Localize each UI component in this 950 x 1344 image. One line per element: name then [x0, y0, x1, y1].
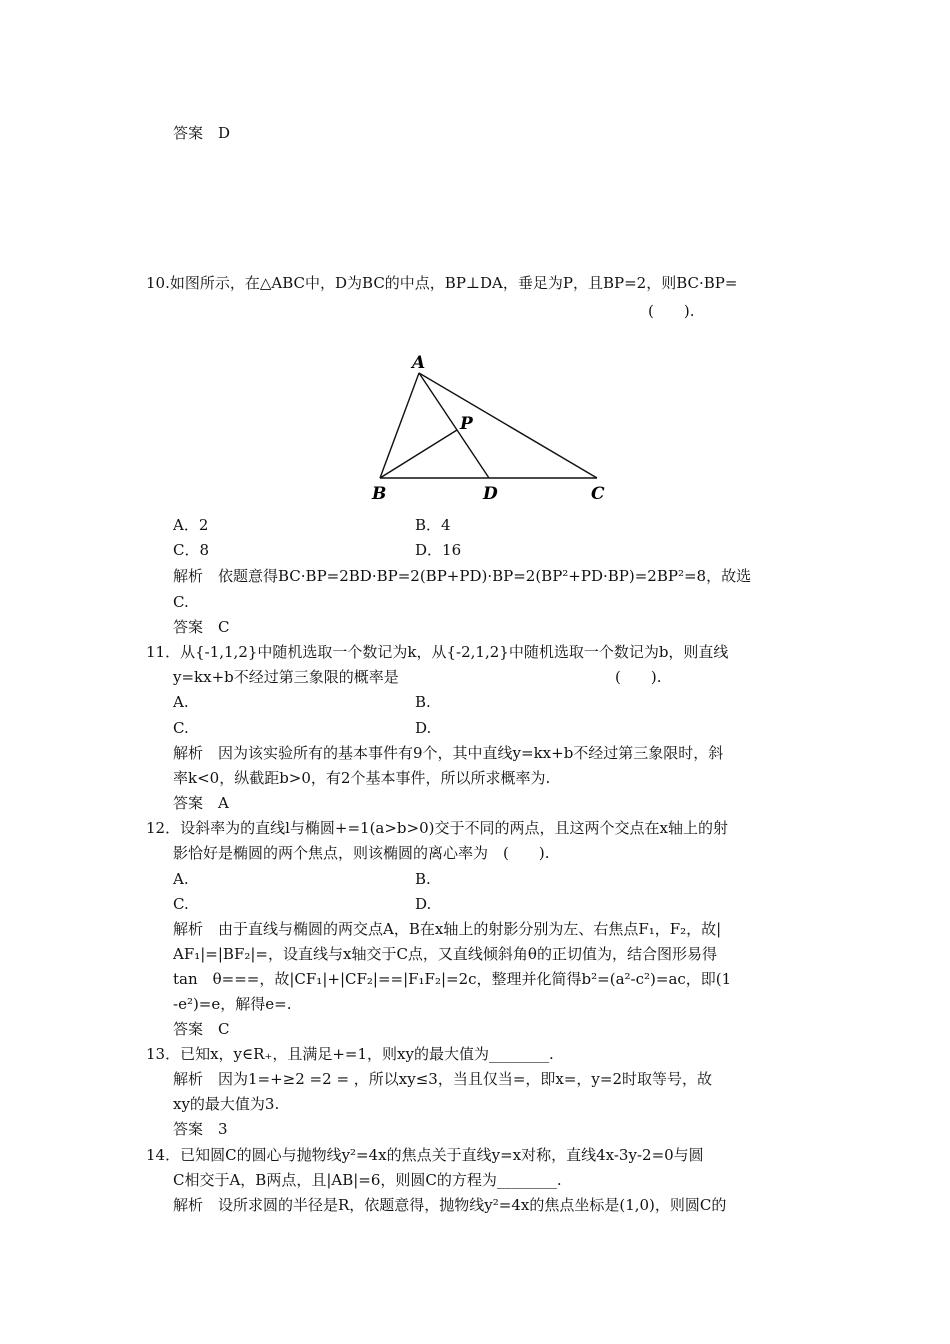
label-p: P: [460, 414, 473, 434]
question-12-line2: 影恰好是椭圆的两个焦点，则该椭圆的离心率为 ( ).: [173, 844, 550, 862]
q11-option-a: A.: [173, 693, 189, 711]
answer-9: 答案 D: [173, 124, 231, 142]
q13-solution-2: xy的最大值为3.: [173, 1095, 280, 1113]
q10-option-a: A．2: [173, 516, 209, 534]
segment-ab: [380, 373, 419, 478]
question-13-line1: 13．已知x，y∈R₊，且满足+=1，则xy的最大值为________.: [146, 1045, 554, 1063]
q12-solution-3: tan θ===，故|CF₁|+|CF₂|==|F₁F₂|=2c，整理并化简得b²=(a²-c²)=ac，即(1: [173, 970, 732, 988]
label-d: D: [483, 484, 498, 504]
question-10-bracket: ( ).: [648, 302, 695, 320]
label-a: A: [412, 353, 426, 373]
answer-12: 答案 C: [173, 1020, 230, 1038]
question-10-line1: 10.如图所示，在△ABC中，D为BC的中点，BP⊥DA，垂足为P，且BP=2，则BC·BP=: [146, 274, 738, 292]
q11-solution-1: 解析 因为该实验所有的基本事件有9个，其中直线y=kx+b不经过第三象限时，斜: [173, 744, 724, 762]
answer-13: 答案 3: [173, 1120, 228, 1138]
q10-option-b: B．4: [415, 516, 451, 534]
answer-10: 答案 C: [173, 618, 230, 636]
answer-11: 答案 A: [173, 794, 229, 812]
question-12-line1: 12．设斜率为的直线l与椭圆+=1(a>b>0)交于不同的两点，且这两个交点在x轴上的射: [146, 819, 728, 837]
q10-option-c: C．8: [173, 541, 210, 559]
question-11-line1: 11．从{-1,1,2}中随机选取一个数记为k，从{-2,1,2}中随机选取一个数记为b，则直线: [146, 643, 729, 661]
question-11-line2: y=kx+b不经过第三象限的概率是: [173, 668, 399, 686]
segment-bp: [380, 430, 457, 478]
q10-solution-2: C.: [173, 593, 189, 611]
q11-option-d: D.: [415, 719, 432, 737]
q12-option-a: A.: [173, 870, 189, 888]
q12-option-b: B.: [415, 870, 431, 888]
q11-option-c: C.: [173, 719, 189, 737]
label-b: B: [372, 484, 387, 504]
q11-option-b: B.: [415, 693, 431, 711]
q12-option-c: C.: [173, 895, 189, 913]
question-14-line1: 14．已知圆C的圆心与抛物线y²=4x的焦点关于直线y=x对称，直线4x-3y-2=0与圆: [146, 1146, 704, 1164]
question-11-bracket: ( ).: [615, 668, 662, 686]
triangle-figure: [360, 350, 630, 510]
segment-ac: [419, 373, 597, 478]
q13-solution-1: 解析 因为1=+≥2 =2 = ，所以xy≤3，当且仅当=，即x=，y=2时取等号，故: [173, 1070, 713, 1088]
q14-solution-1: 解析 设所求圆的半径是R，依题意得，抛物线y²=4x的焦点坐标是(1,0)，则圆C的: [173, 1196, 727, 1214]
q12-solution-2: AF₁|=|BF₂|=，设直线与x轴交于C点，又直线倾斜角θ的正切值为，结合图形易得: [173, 945, 717, 963]
q10-solution-1: 解析 依题意得BC·BP=2BD·BP=2(BP+PD)·BP=2(BP²+PD·BP)=2BP²=8，故选: [173, 567, 752, 585]
label-c: C: [591, 484, 605, 504]
question-14-line2: C相交于A，B两点，且|AB|=6，则圆C的方程为________.: [173, 1171, 562, 1189]
q12-solution-1: 解析 由于直线与椭圆的两交点A，B在x轴上的射影分别为左、右焦点F₁，F₂，故|: [173, 920, 722, 938]
segment-ad: [419, 373, 489, 478]
q12-solution-4: -e²)=e，解得e=.: [173, 995, 292, 1013]
q11-solution-2: 率k<0，纵截距b>0，有2个基本事件，所以所求概率为.: [173, 769, 551, 787]
q10-option-d: D．16: [415, 541, 462, 559]
q12-option-d: D.: [415, 895, 432, 913]
